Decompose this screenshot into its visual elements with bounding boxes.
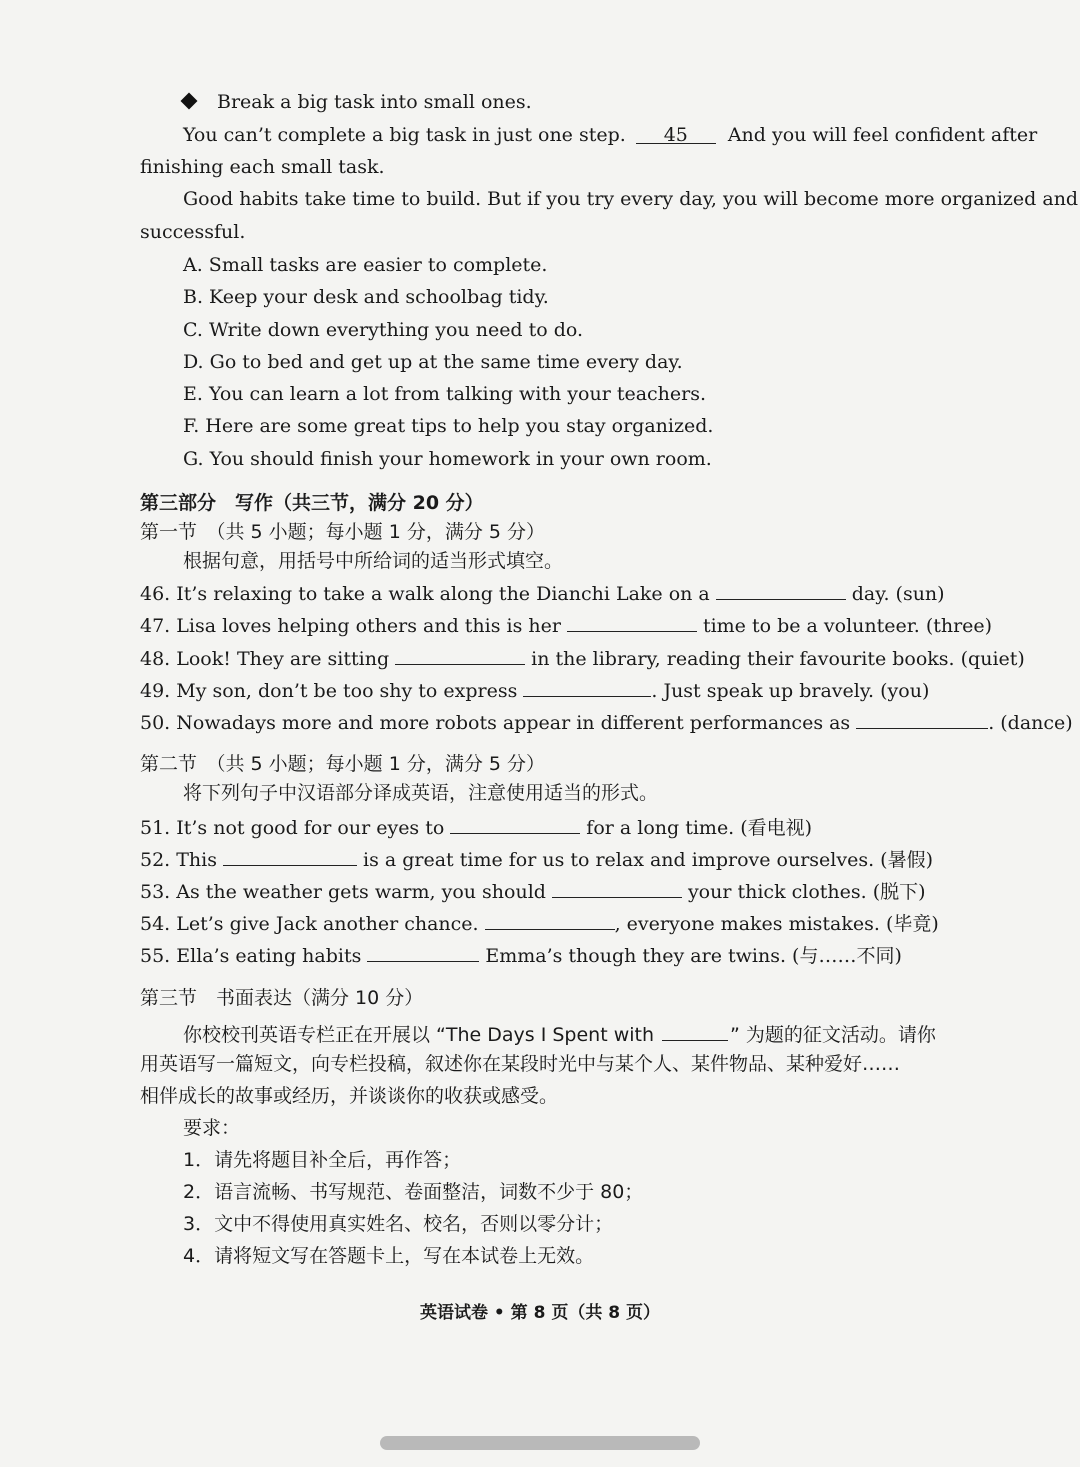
section3-paragraph: 用英语写一篇短文，向专栏投稿，叙述你在某段时光中与某个人、某件物品、某种爱好…… — [140, 1053, 901, 1075]
tip-heading-line — [183, 90, 532, 114]
question-55: 55. Ella’s eating habits Emma’s though they are twins. (与……不同) — [140, 941, 902, 968]
paragraph-line: Good habits take time to build. But if you try every day, you will become more organized and — [183, 188, 1079, 210]
home-indicator[interactable] — [380, 1436, 700, 1450]
diamond-bullet-icon — [181, 93, 198, 110]
answer-blank[interactable] — [523, 676, 651, 697]
question-53: 53. As the weather gets warm, you should your thick clothes. (脱下) — [140, 877, 926, 904]
section3-paragraph: 你校校刊英语专栏正在开展以 “The Days I Spent with ” 为题的征文活动。请你 — [183, 1020, 936, 1047]
section3-title: 第三节 书面表达（满分 10 分） — [140, 987, 424, 1009]
section1-title: 第一节 （共 5 小题；每小题 1 分，满分 5 分） — [140, 521, 546, 543]
question-50: 50. Nowadays more and more robots appear in different performances as . (dance) — [140, 708, 1073, 735]
requirement-item: 2．语言流畅、书写规范、卷面整洁，词数不少于 80； — [183, 1181, 644, 1203]
section2-instruction: 将下列句子中汉语部分译成英语，注意使用适当的形式。 — [183, 782, 659, 804]
page-footer: 英语试卷 • 第 8 页（共 8 页） — [419, 1303, 661, 1323]
paragraph-line: finishing each small task. — [140, 156, 385, 178]
question-48: 48. Look! They are sitting in the library, reading their favourite books. (quiet) — [140, 644, 1025, 671]
question-47: 47. Lisa loves helping others and this is her time to be a volunteer. (three) — [140, 611, 992, 638]
requirement-item: 4．请将短文写在答题卡上，写在本试卷上无效。 — [183, 1245, 595, 1267]
answer-blank[interactable] — [223, 845, 357, 866]
requirement-item: 1．请先将题目补全后，再作答； — [183, 1149, 462, 1171]
option-c: C. Write down everything you need to do. — [183, 319, 584, 341]
requirement-item: 3．文中不得使用真实姓名、校名，否则以零分计； — [183, 1213, 614, 1235]
question-54: 54. Let’s give Jack another chance. , everyone makes mistakes. (毕竟) — [140, 909, 939, 936]
option-f: F. Here are some great tips to help you stay organized. — [183, 415, 714, 437]
option-e: E. You can learn a lot from talking with your teachers. — [183, 383, 707, 405]
option-g: G. You should finish your homework in your own room. — [183, 448, 712, 470]
blank-45: 45 — [636, 123, 716, 144]
option-b: B. Keep your desk and schoolbag tidy. — [183, 286, 549, 308]
answer-blank[interactable] — [856, 708, 988, 729]
part3-title: 第三部分 写作（共三节，满分 20 分） — [140, 492, 484, 514]
answer-blank[interactable] — [567, 611, 697, 632]
paragraph-line: You can’t complete a big task in just one step. 45 And you will feel confident after — [183, 124, 1038, 146]
section3-paragraph: 相伴成长的故事或经历，并谈谈你的收获或感受。 — [140, 1085, 559, 1107]
tip-heading: Break a big task into small ones. — [217, 91, 532, 113]
answer-blank[interactable] — [395, 644, 525, 665]
section2-title: 第二节 （共 5 小题；每小题 1 分，满分 5 分） — [140, 753, 546, 775]
answer-blank[interactable] — [552, 877, 682, 898]
answer-blank[interactable] — [450, 813, 580, 834]
answer-blank[interactable] — [716, 579, 846, 600]
title-blank[interactable] — [662, 1020, 728, 1041]
option-a: A. Small tasks are easier to complete. — [183, 254, 548, 276]
paragraph-line: successful. — [140, 221, 246, 243]
answer-blank[interactable] — [367, 941, 479, 962]
requirements-title: 要求： — [183, 1117, 241, 1139]
option-d: D. Go to bed and get up at the same time every day. — [183, 351, 683, 373]
section1-instruction: 根据句意，用括号中所给词的适当形式填空。 — [183, 550, 564, 572]
question-51: 51. It’s not good for our eyes to for a long time. (看电视) — [140, 813, 812, 840]
question-46: 46. It’s relaxing to take a walk along the Dianchi Lake on a day. (sun) — [140, 579, 945, 606]
question-52: 52. This is a great time for us to relax and improve ourselves. (暑假) — [140, 845, 933, 872]
question-49: 49. My son, don’t be too shy to express . Just speak up bravely. (you) — [140, 676, 929, 703]
answer-blank[interactable] — [485, 909, 615, 930]
